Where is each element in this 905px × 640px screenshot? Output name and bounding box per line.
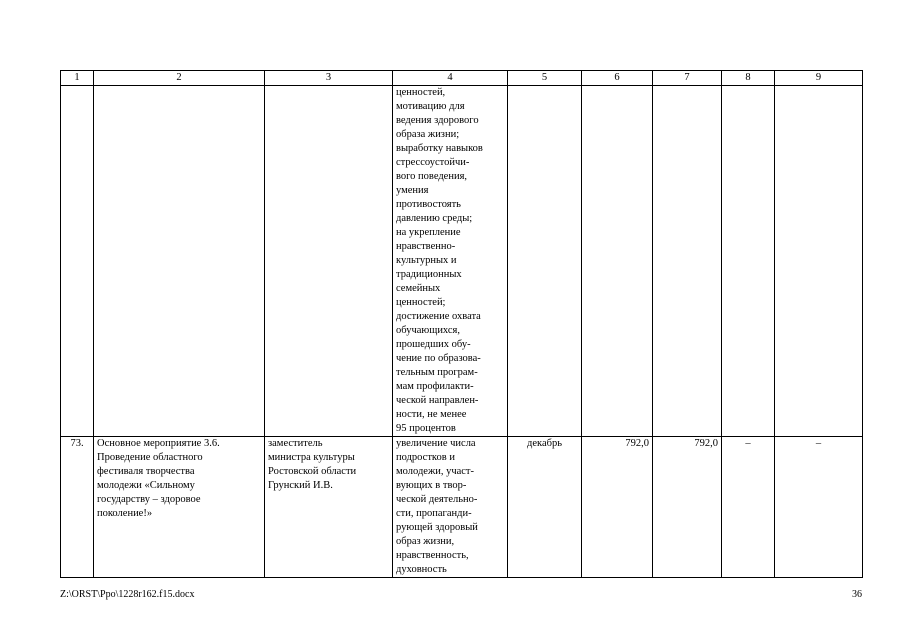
header-col-4: 4: [393, 71, 508, 86]
continuation-row: [61, 86, 863, 437]
cont-col-6: [582, 86, 653, 437]
cont-result-text: ценностей, мотивацию для ведения здорового образа жизни; выработку навыков стрессоустойчи- вого поведения, умения противостоять давлению среды; на укрепление нравственно- культурных и традиционных семейных ценностей; достижение охвата обучающихся, прошедших обу- чение по образова- тельным програм- мам профилакти- ческой направлен- ности, не менее 95 процентов: [393, 86, 508, 437]
file-path: Z:\ORST\Ppo\1228r162.f15.docx: [60, 589, 195, 600]
row-number: 73.: [61, 437, 94, 578]
cont-col-7: [653, 86, 722, 437]
cont-col-3: [265, 86, 393, 437]
regional-amount: 792,0: [653, 437, 722, 578]
header-row: [61, 71, 863, 86]
header-col-3: 3: [265, 71, 393, 86]
header-col-7: 7: [653, 71, 722, 86]
header-col-2: 2: [94, 71, 265, 86]
table-row-73: [61, 437, 863, 578]
col-8-value: –: [722, 437, 775, 578]
header-col-9: 9: [775, 71, 863, 86]
expected-result: увеличение числа подростков и молодежи, участ- вующих в твор- ческой деятельно- сти, пропаганди- рующей здоровый образ жизни, нравственность, духовность: [393, 437, 508, 578]
header-col-5: 5: [508, 71, 582, 86]
period: декабрь: [508, 437, 582, 578]
page-number: 36: [852, 589, 862, 600]
cont-col-9: [775, 86, 863, 437]
header-col-1: 1: [61, 71, 94, 86]
cont-col-8: [722, 86, 775, 437]
cont-col-2: [94, 86, 265, 437]
col-9-value: –: [775, 437, 863, 578]
cont-col-1: [61, 86, 94, 437]
measure-name: Основное мероприятие 3.6. Проведение областного фестиваля творчества молодежи «Сильному государству – здоровое поколение!»: [94, 437, 265, 578]
executor: заместитель министра культуры Ростовской области Грунский И.В.: [265, 437, 393, 578]
cont-col-5: [508, 86, 582, 437]
header-col-8: 8: [722, 71, 775, 86]
header-col-6: 6: [582, 71, 653, 86]
total-amount: 792,0: [582, 437, 653, 578]
document-table: [60, 70, 863, 578]
